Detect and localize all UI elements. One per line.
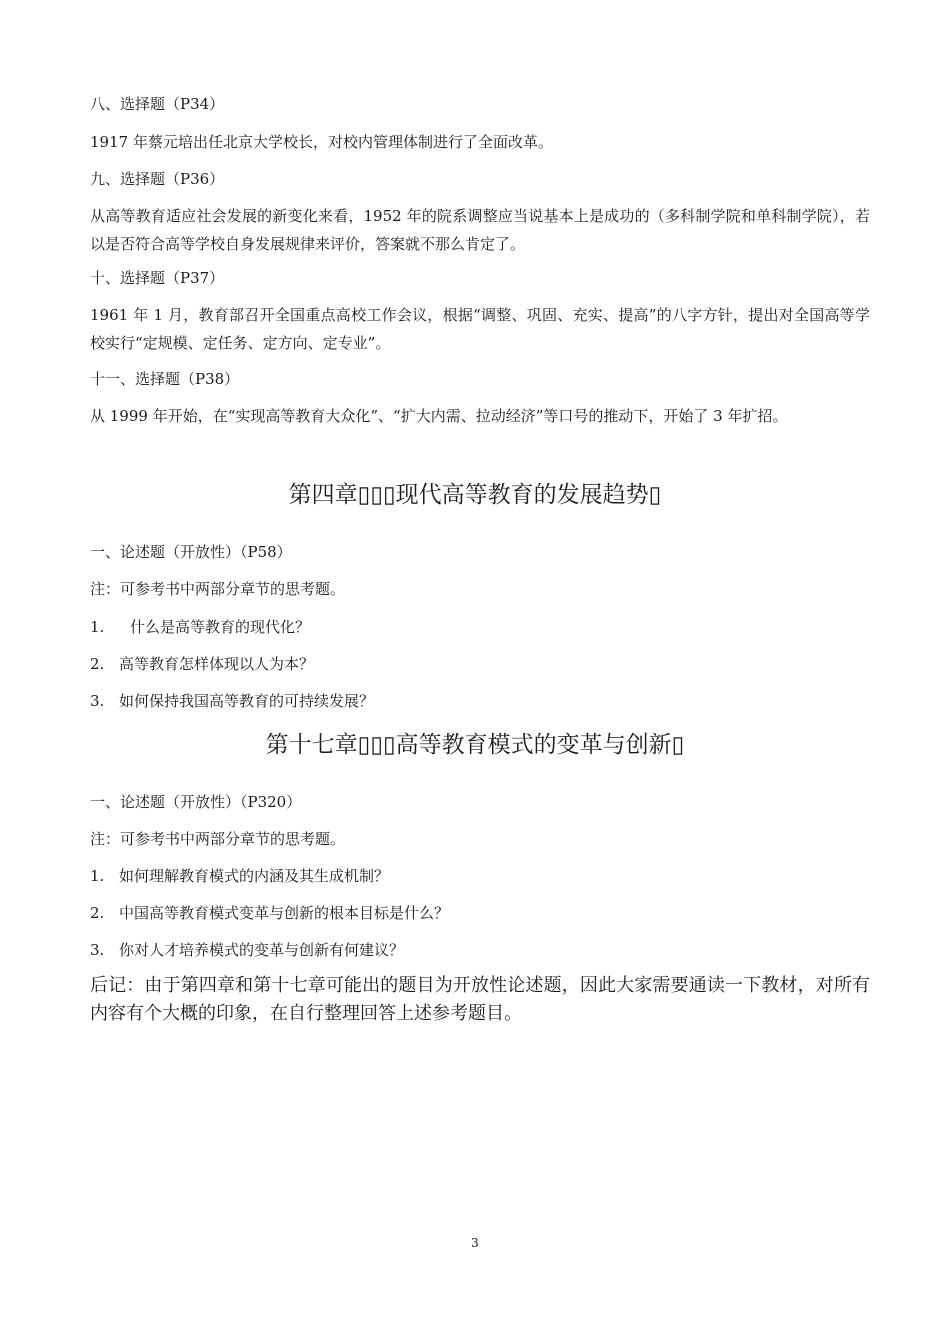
list-item [90, 864, 389, 888]
list-item [90, 689, 374, 713]
section-11-heading: 十一、选择题（P38） [90, 370, 240, 388]
chapter-17-note: 注：可参考书中两部分章节的思考题。 [90, 830, 346, 848]
list-item-number: 2. [90, 655, 105, 673]
list-item-number: 1. [90, 867, 105, 885]
chapter-4-title: 第四章▯▯▯现代高等教育的发展趋势▯ [288, 482, 662, 508]
section-9-text: 从高等教育适应社会发展的新变化来看，1952 年的院系调整应当说基本上是成功的（多科制学院和单科制学院），若以是否符合高等学校自身发展规律来评价，答案就不那么肯定了。 [90, 207, 870, 253]
section-11-text: 从 1999 年开始，在“实现高等教育大众化”、“扩大内需、拉动经济”等口号的推动下，开始了 3 年扩招。 [90, 407, 788, 425]
list-item-text: 什么是高等教育的现代化？ [130, 618, 311, 636]
section-10-text: 1961 年 1 月，教育部召开全国重点高校工作会议，根据“调整、巩固、充实、提高”的八字方针，提出对全国高等学校实行“定规模、定任务、定方向、定专业”。 [90, 306, 870, 352]
list-item-text: 中国高等教育模式变革与创新的根本目标是什么？ [119, 904, 450, 922]
chapter-17-question-heading: 一、论述题（开放性）（P320） [90, 793, 302, 811]
afterword: 后记：由于第四章和第十七章可能出的题目为开放性论述题，因此大家需要通读一下教材，对所有内容有个大概的印象，在自行整理回答上述参考题目。 [90, 975, 870, 1024]
list-item [90, 615, 310, 639]
list-item-number: 3. [90, 692, 105, 710]
list-item-text: 如何理解教育模式的内涵及其生成机制？ [119, 867, 390, 885]
list-item-number: 2. [90, 904, 105, 922]
section-8-text: 1917 年蔡元培出任北京大学校长，对校内管理体制进行了全面改革。 [90, 133, 553, 151]
chapter-17-title: 第十七章▯▯▯高等教育模式的变革与创新▯ [265, 732, 685, 758]
list-item-number: 3. [90, 941, 105, 959]
chapter-4-question-heading: 一、论述题（开放性）（P58） [90, 543, 292, 561]
section-10-heading: 十、选择题（P37） [90, 269, 225, 287]
chapter-4-note: 注：可参考书中两部分章节的思考题。 [90, 580, 346, 598]
list-item [90, 938, 404, 962]
list-item-text: 你对人才培养模式的变革与创新有何建议？ [119, 941, 405, 959]
section-9-heading: 九、选择题（P36） [90, 170, 225, 188]
page-number: 3 [471, 1236, 479, 1250]
list-item [90, 652, 314, 676]
list-item-text: 如何保持我国高等教育的可持续发展？ [119, 692, 375, 710]
section-8-heading: 八、选择题（P34） [90, 95, 225, 113]
list-item [90, 901, 449, 925]
list-item-number: 1. [90, 618, 105, 636]
list-item-text: 高等教育怎样体现以人为本？ [119, 655, 315, 673]
